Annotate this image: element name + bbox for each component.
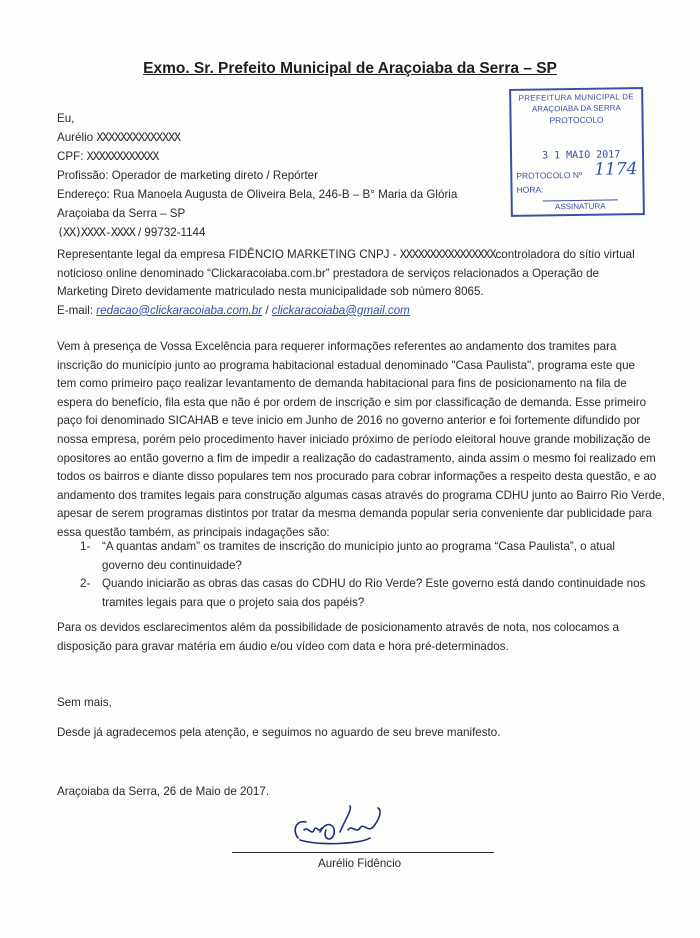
requester-profession: Profissão: Operador de marketing direto / Repórter xyxy=(57,169,318,182)
requester-phone: (XX)XXXX-XXXX / 99732-1144 xyxy=(57,225,206,239)
stamp-line-2: ARAÇOIABA DA SERRA xyxy=(531,103,621,114)
stamp-hora-label: HORA: xyxy=(516,184,544,195)
body-line: paço foi denominado SICAHAB e teve inicio em Junho de 2016 no governo anterior e foi fortemente difundido por xyxy=(57,414,641,428)
requester-address: Endereço: Rua Manoela Augusta de Oliveira Bela, 246-B – B° Maria da Glória xyxy=(57,188,458,201)
request-body xyxy=(57,338,665,543)
body-line: apesar de serem programas distintos por tratar da mesma demanda popular seria conveniente dar publicidade para xyxy=(57,507,652,521)
signature-line xyxy=(232,852,494,853)
redacted-cnpj: XXXXXXXXXXXXXXXX xyxy=(399,247,496,261)
date-place: Araçoiaba da Serra, 26 de Maio de 2017. xyxy=(57,785,270,798)
body-line: andamento dos tramites legais para construção algumas casas através do programa CDHU junto ao Bairro Rio Verde, xyxy=(57,488,665,502)
representative-paragraph xyxy=(57,245,647,320)
document-title: Exmo. Sr. Prefeito Municipal de Araçoiaba da Serra – SP xyxy=(143,60,557,77)
body-line: Vem à presença de Vossa Excelência para requerer informações referentes ao andamento dos tramites para xyxy=(57,340,617,353)
rep-email: E-mail: redacao@clickaracoiaba.com.br / clickaracoiaba@gmail.com xyxy=(57,303,410,317)
stamp-assinatura-label: ASSINATURA xyxy=(543,199,618,211)
closing-paragraph: Para os devidos esclarecimentos além da possibilidade de posicionamento através de nota, nos colocamos a disposição para gravar matéria em áudio e/ou vídeo com data e hora pré-determinados. xyxy=(57,621,619,653)
question-number: 1- xyxy=(80,540,91,553)
questions-list xyxy=(80,538,660,612)
rep-line-2: noticioso online denominado “Clickaracoiaba.com.br” prestadora de serviços relacionados a Operação de xyxy=(57,266,599,280)
body-line: essa questão também, as principais indagações são: xyxy=(57,525,330,539)
requester-cpf: CPF: XXXXXXXXXXXX xyxy=(57,149,159,163)
stamp-line-3: PROTOCOLO xyxy=(549,114,604,126)
email-link-1[interactable]: redacao@clickaracoiaba.com.br xyxy=(96,303,263,317)
sem-mais: Sem mais, xyxy=(57,696,112,709)
body-line: todos os bairros e diante disso populares tem nos procurado para cobrar informações a respeito desta questão, e ao xyxy=(57,470,657,484)
body-line: inscrição do município junto ao programa habitacional estadual denominado "Casa Paulista", programa este que xyxy=(57,358,635,372)
stamp-date: 3 1 MAIO 2017 xyxy=(541,149,621,162)
question-item: 1- “A quantas andam” os tramites de inscrição do município junto ao programa “Casa Paulista”, o atual governo deu continuidade? xyxy=(80,540,615,572)
stamp-protocol-label: PROTOCOLO Nº xyxy=(516,169,583,181)
question-item: 2- Quando iniciarão as obras das casas do CDHU do Rio Verde? Este governo está dando continuidade nos tramites legais para que o projeto saia dos papéis? xyxy=(80,577,646,609)
body-line: espera do benefício, fila esta que não é por ordem de inscrição e sim por classificação de demanda. Esse primeiro xyxy=(57,395,647,409)
redacted-phone: (XX)XXXX-XXXX xyxy=(57,225,135,239)
thanks-line: Desde já agradecemos pela atenção, e seguimos no aguardo de seu breve manifesto. xyxy=(57,726,501,739)
requester-info xyxy=(57,109,457,242)
body-line: tem como primeiro paço realizar levantamento de demanda habitacional para fins de posicionamento na fila de xyxy=(57,377,627,391)
rep-line-1: Representante legal da empresa FIDÊNCIO MARKETING CNPJ - XXXXXXXXXXXXXXXXcontroladora do sítio virtual xyxy=(57,247,635,261)
email-link-2[interactable]: clickaracoiaba@gmail.com xyxy=(271,303,410,317)
greeting: Eu, xyxy=(57,112,75,125)
stamp-line-1: PREFEITURA MUNICIPAL DE xyxy=(518,92,634,103)
body-line: opositores ao então governo a fim de impedir a realização do cadastramento, ainda assim o mesmo foi realizado em xyxy=(57,451,656,465)
rep-line-3: Marketing Direto devidamente matriculado nesta municipalidade sob número 8065. xyxy=(57,285,484,299)
protocol-stamp xyxy=(509,87,645,217)
redacted-name: XXXXXXXXXXXXXX xyxy=(96,130,181,144)
requester-name: Aurélio XXXXXXXXXXXXXX xyxy=(57,130,181,144)
body-line: nossa empresa, porém pelo procedimento haver iniciado próximo de período eleitoral houve grande mobilização de xyxy=(57,432,651,446)
signer-name: Aurélio Fidêncio xyxy=(318,857,402,870)
redacted-cpf: XXXXXXXXXXXX xyxy=(86,149,159,163)
handwritten-signature xyxy=(290,800,400,850)
stamp-protocol-number: 1174 xyxy=(594,159,638,180)
requester-city: Araçoiaba da Serra – SP xyxy=(57,207,186,220)
question-number: 2- xyxy=(80,577,91,591)
